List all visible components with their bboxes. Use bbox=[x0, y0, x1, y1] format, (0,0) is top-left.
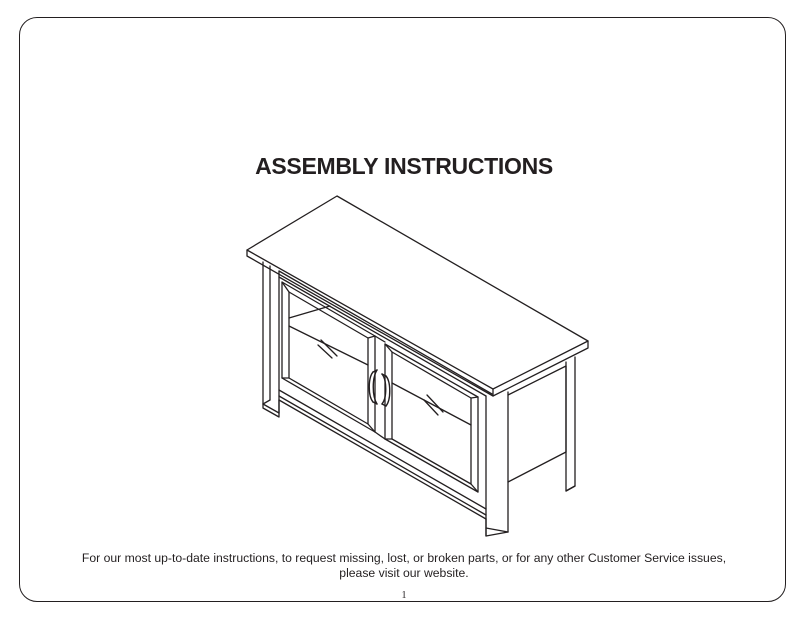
footer-line-1: For our most up-to-date instructions, to request missing, lost, or broken parts, or for any other Customer Service issues, bbox=[81, 551, 727, 565]
customer-service-note bbox=[60, 551, 748, 581]
center-stile bbox=[375, 336, 385, 439]
page-number: 1 bbox=[401, 590, 407, 601]
top-panel bbox=[247, 196, 588, 396]
door-handles bbox=[369, 370, 390, 406]
footer-line-2: please visit our website. bbox=[339, 566, 469, 580]
page-title: ASSEMBLY INSTRUCTIONS bbox=[255, 153, 553, 179]
tv-stand-illustration bbox=[240, 193, 595, 538]
left-side-panel bbox=[263, 262, 279, 413]
